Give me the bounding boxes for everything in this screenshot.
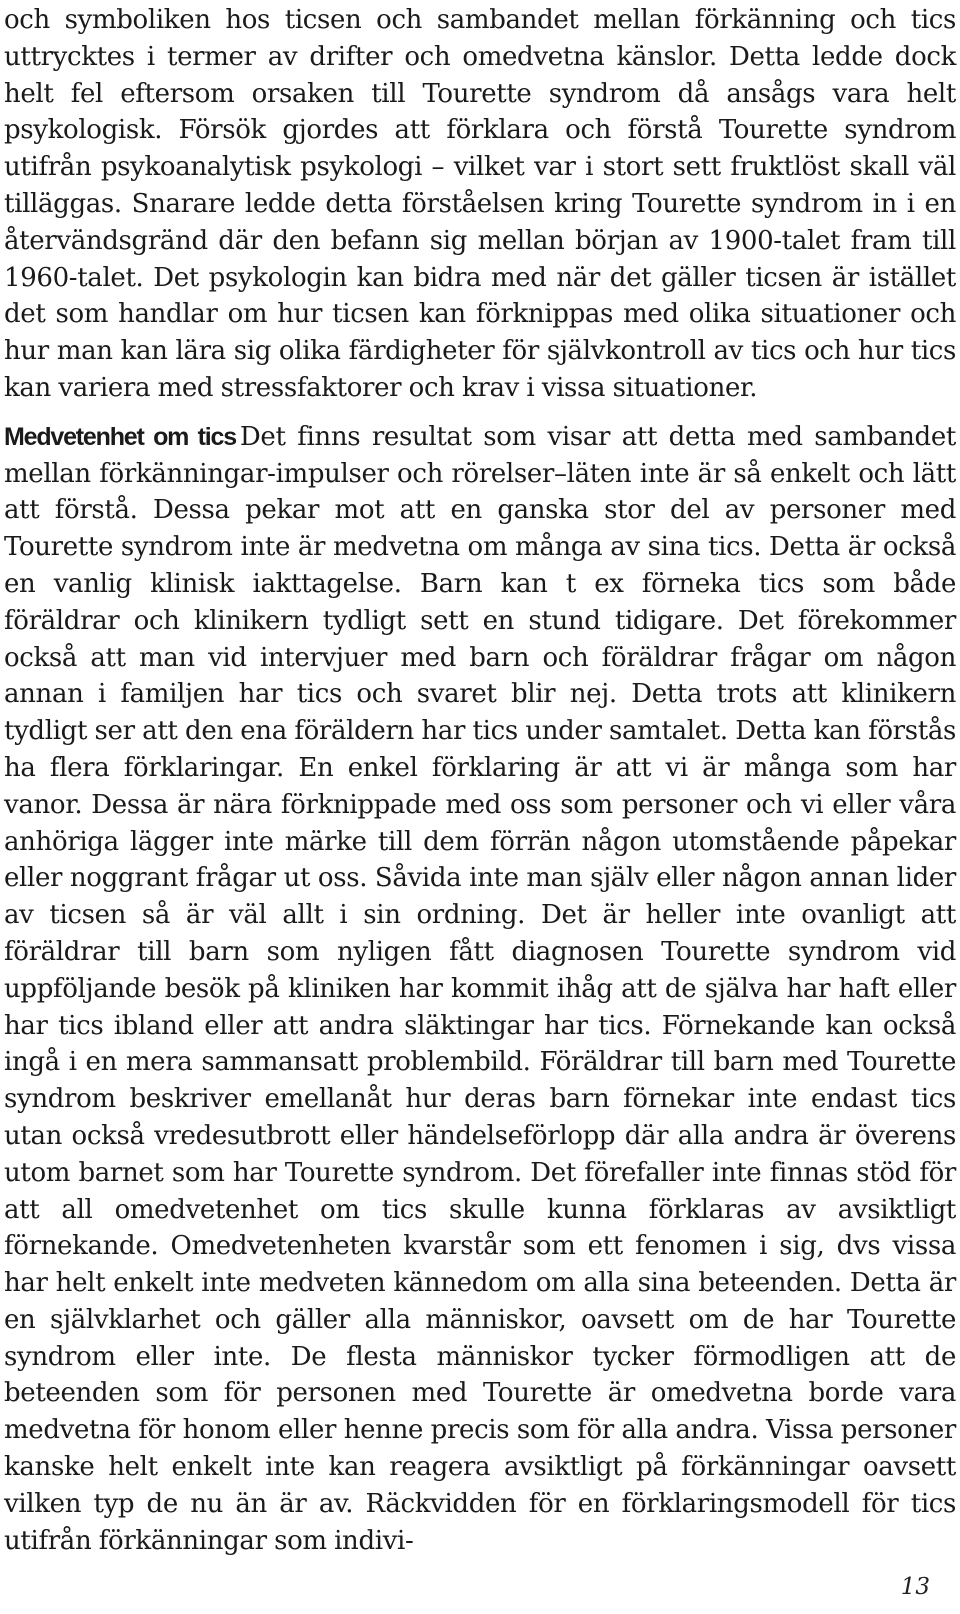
paragraph-intro-text: och symboliken hos ticsen och sambandet mellan förkänning och tics uttrycktes i termer av drifter och omedvetna känslor. Detta ledde dock helt fel eftersom orsaken till Tourette syndrom då ansågs vara helt psykologisk. Försök gjordes att förklara och förstå Tourette syndrom utifrån psykoanalytisk psykologi – vilket var i stort sett fruktlöst skall väl tilläggas. Snarare ledde detta förståelsen kring Tourette syndrom in i en återvändsgränd där den befann sig mellan början av 1900-talet fram till 1960-talet. Det psykologin kan bidra med när det gäller ticsen är istället det som handlar om hur ticsen kan förknippas med olika situationer och hur man kan lära sig olika färdigheter för självkontroll av tics och hur tics kan variera med stressfaktorer och krav i vissa situationer. xyxy=(4,5,956,403)
paragraph-intro xyxy=(4,2,956,407)
paragraph-medvetenhet-text: Det finns resultat som visar att detta med sambandet mellan förkänningar-impulser och rörelser–läten inte är så enkelt och lätt att förstå. Dessa pekar mot att en ganska stor del av personer med Tourette syndrom inte är medvetna om många av sina tics. Detta är också en vanlig klinisk iakttagelse. Barn kan t ex förneka tics som både föräldrar och klinikern tydligt sett en stund tidigare. Det förekommer också att man vid intervjuer med barn och föräldrar frågar om någon annan i familjen har tics och svaret blir nej. Detta trots att klinikern tydligt ser att den ena föräldern har tics under samtalet. Detta kan förstås ha flera förklaringar. En enkel förklaring är att vi är många som har vanor. Dessa är nära förknippade med oss som personer och vi eller våra anhöriga lägger inte märke till dem förrän någon utomstående påpekar eller noggrant frågar ut oss. Såvida inte man själv eller någon annan lider av ticsen så är väl allt i sin ordning. Det är heller inte ovanligt att föräldrar till barn som nyligen fått diagnosen Tourette syndrom vid uppföljande besök på kliniken har kommit ihåg att de själva har haft eller har tics ibland eller att andra släktingar har tics. Förnekande kan också ingå i en mera sammansatt problembild. Föräldrar till barn med Tourette syndrom beskriver emellanåt hur deras barn förnekar inte endast tics utan också vredesutbrott eller händelseförlopp där alla andra är överens utom barnet som har Tourette syndrom. Det förefaller inte finnas stöd för att all omedvetenhet om tics skulle kunna förklaras av avsiktligt förnekande. Omedvetenheten kvarstår som ett fenomen i sig, dvs vissa har helt enkelt inte medveten kännedom om alla sina beteenden. Detta är en självklarhet och gäller alla människor, oavsett om de har Tourette syndrom eller inte. De flesta människor tycker förmodligen att de beteenden som för personen med Tourette är omedvetna borde vara medvetna för honom eller henne precis som för alla andra. Vissa personer kanske helt enkelt inte kan reagera avsiktligt på förkänningar oavsett vilken typ de nu än är av. Räckvidden för en förklaringsmodell för tics utifrån förkänningar som indivi- xyxy=(4,421,956,1556)
paragraph-medvetenhet xyxy=(4,419,956,1560)
section-heading: Medvetenhet om tics xyxy=(4,422,236,451)
page-number: 13 xyxy=(900,1574,930,1600)
body-text xyxy=(4,2,956,1559)
